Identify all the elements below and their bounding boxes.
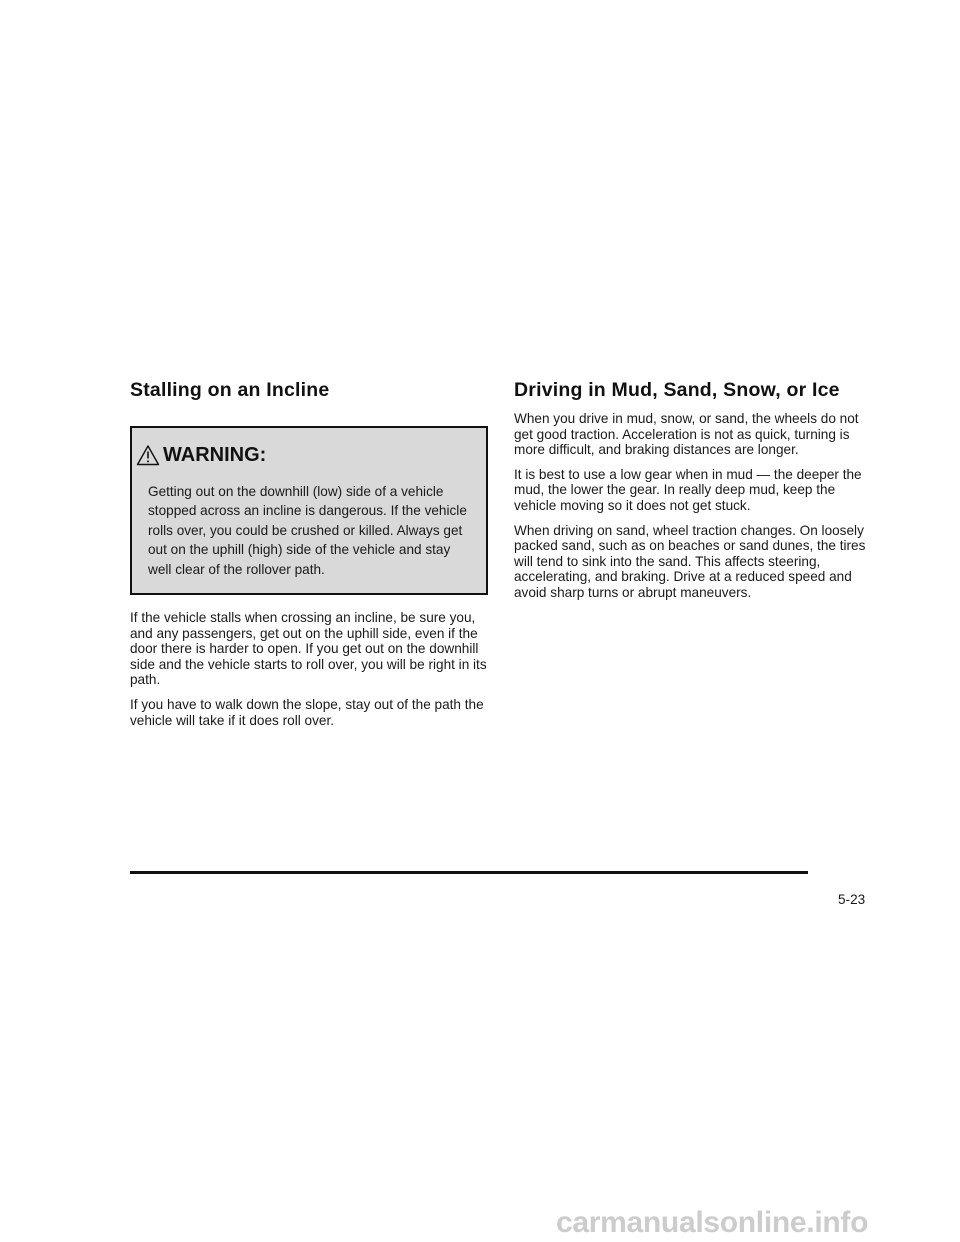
- section-heading-stalling: Stalling on an Incline: [130, 379, 330, 401]
- footer-rule: [130, 871, 808, 874]
- warning-box: [130, 426, 488, 595]
- warning-header: [132, 444, 486, 466]
- paragraph: If you have to walk down the slope, stay out of the path the vehicle will take if it does roll over.: [130, 697, 484, 728]
- page-number: 5-23: [838, 892, 866, 907]
- warning-text: Getting out on the downhill (low) side of a vehicle stopped across an incline is dangerous. If the vehicle rolls over, you could be crushed or killed. Always get out on the uphill (high) side of the vehicle and stay well clear of the rollover path.: [148, 484, 467, 577]
- left-column: [130, 378, 488, 737]
- paragraph: When driving on sand, wheel traction changes. On loosely packed sand, such as on beaches or sand dunes, the tires will tend to sink into the sand. This affects steering, accelerating, and braking. Drive at a reduced speed and avoid sharp turns or abrupt maneuvers.: [514, 522, 866, 600]
- warning-triangle-icon: [136, 444, 160, 466]
- left-body: [130, 610, 488, 728]
- warning-title: WARNING:: [163, 444, 267, 466]
- right-body: [514, 411, 870, 601]
- paragraph: It is best to use a low gear when in mud — the deeper the mud, the lower the gear. In really deep mud, keep the vehicle moving so it does not get stuck.: [514, 466, 862, 513]
- watermark-link[interactable]: carmanualsonline.info: [556, 1206, 869, 1239]
- right-column: [514, 378, 870, 610]
- paragraph: When you drive in mud, snow, or sand, the wheels do not get good traction. Acceleration is not as quick, turning is more difficult, and braking distances are longer.: [514, 411, 859, 458]
- paragraph: If the vehicle stalls when crossing an incline, be sure you, and any passengers, get out on the uphill side, even if the door there is harder to open. If you get out on the downhill side and the vehicle starts to roll over, you will be right in its path.: [130, 610, 487, 688]
- section-heading-driving: Driving in Mud, Sand, Snow, or Ice: [514, 379, 840, 401]
